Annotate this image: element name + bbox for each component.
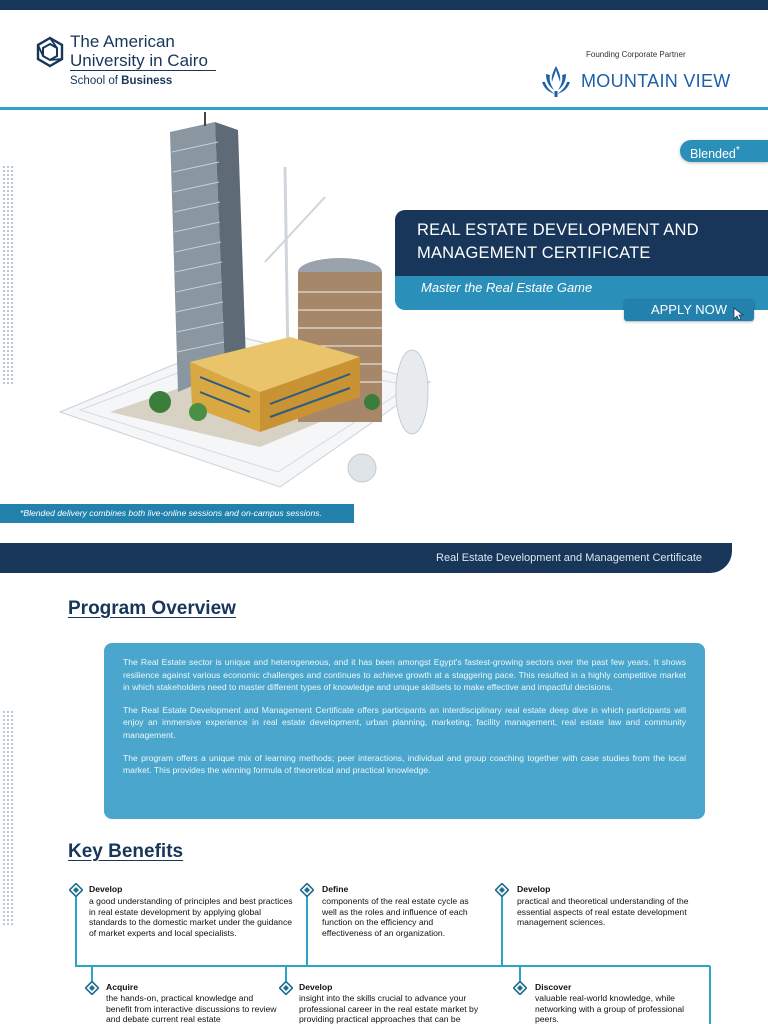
timeline-line bbox=[75, 965, 700, 967]
section-band: Real Estate Development and Management Certificate bbox=[0, 543, 732, 573]
diamond-bullet-icon bbox=[279, 981, 293, 995]
timeline-line bbox=[501, 890, 503, 967]
delivery-mode-tag bbox=[680, 140, 768, 162]
benefit-title: Develop bbox=[299, 982, 333, 992]
program-subtitle: Master the Real Estate Game bbox=[421, 280, 593, 295]
cursor-icon bbox=[733, 307, 744, 321]
delivery-mode-label: Blended bbox=[690, 147, 736, 162]
partner-name: MOUNTAIN VIEW bbox=[581, 71, 731, 91]
overview-paragraph: The Real Estate Development and Management Certificate offers participants an interdisciplinary real estate deep dive in which participants will enjoy an immersive experience in real estate development, urban planning, marketing, facility management, real estate law and community management. bbox=[123, 704, 686, 740]
delivery-mode-mark: * bbox=[735, 145, 740, 156]
dot-pattern bbox=[2, 165, 14, 385]
timeline-line bbox=[306, 890, 308, 967]
university-name bbox=[70, 32, 208, 70]
diamond-bullet-icon bbox=[69, 883, 83, 897]
apply-now-button[interactable]: APPLY NOW bbox=[624, 299, 754, 321]
school-prefix: School of bbox=[70, 75, 118, 87]
benefit-title: Define bbox=[322, 884, 349, 894]
diamond-bullet-icon bbox=[513, 981, 527, 995]
benefit-text: a good understanding of principles and best practices in real estate development by applying global standards to the domestic market under the guidance of market experts and local specialists. bbox=[89, 896, 293, 938]
timeline-line bbox=[709, 966, 711, 1024]
program-title-box bbox=[395, 210, 768, 276]
dot-pattern-lower bbox=[2, 710, 14, 925]
benefit-title: Develop bbox=[89, 884, 123, 894]
building-illustration bbox=[50, 112, 445, 497]
diamond-bullet-icon bbox=[300, 883, 314, 897]
partner-label: Founding Corporate Partner bbox=[586, 50, 686, 59]
benefit-title: Acquire bbox=[106, 982, 138, 992]
logo-divider bbox=[70, 70, 216, 71]
blended-footnote: *Blended delivery combines both live-online sessions and on-campus sessions. bbox=[0, 504, 354, 523]
diamond-bullet-icon bbox=[495, 883, 509, 897]
header bbox=[0, 10, 768, 108]
benefit-text: valuable real-world knowledge, while networking with a group of professional peers. bbox=[535, 993, 685, 1024]
school-name bbox=[70, 75, 172, 87]
school-name-bold: Business bbox=[121, 75, 173, 87]
university-name-line2: University in Cairo bbox=[70, 51, 208, 70]
benefit-text: the hands-on, practical knowledge and benefit from interactive discussions to review and debate current real estate bbox=[106, 993, 277, 1024]
mountain-view-logo-icon bbox=[540, 64, 572, 98]
benefit-text: practical and theoretical understanding of the essential aspects of real estate development management sciences. bbox=[517, 896, 689, 928]
overview-paragraph: The Real Estate sector is unique and heterogeneous, and it has been amongst Egypt's fastest-growing sectors over the past few years. It shows resilience against various economic challenges and continues to achieve growth at a staggering pace. This resulted in a highly competitive market in which stakeholders need to master different types of knowledge and unique skillsets to make effective and impactful decisions. bbox=[123, 657, 686, 693]
university-name-line1: The American bbox=[70, 32, 175, 51]
top-bar bbox=[0, 0, 768, 10]
timeline-line bbox=[75, 890, 77, 967]
benefit-title: Discover bbox=[535, 982, 572, 992]
diamond-bullet-icon bbox=[85, 981, 99, 995]
auc-logo-icon bbox=[34, 36, 66, 68]
key-benefits-heading: Key Benefits bbox=[68, 841, 184, 862]
program-overview-heading: Program Overview bbox=[68, 598, 236, 619]
benefit-text: components of the real estate cycle as well as the roles and influence of each function on the efficiency and effectiveness of an organization. bbox=[322, 896, 469, 938]
overview-paragraph: The program offers a unique mix of learning methods; peer interactions, individual and group coaching together with case studies from the local market. This provides the winning formula of theoretical and practical knowledge. bbox=[123, 752, 686, 776]
program-title-line1: REAL ESTATE DEVELOPMENT AND bbox=[417, 221, 699, 239]
program-overview-panel bbox=[104, 643, 705, 819]
program-title-line2: MANAGEMENT CERTIFICATE bbox=[417, 244, 651, 262]
benefit-title: Develop bbox=[517, 884, 551, 894]
benefit-text: insight into the skills crucial to advance your professional career in the real estate market by providing practical approaches that can be bbox=[299, 993, 479, 1024]
